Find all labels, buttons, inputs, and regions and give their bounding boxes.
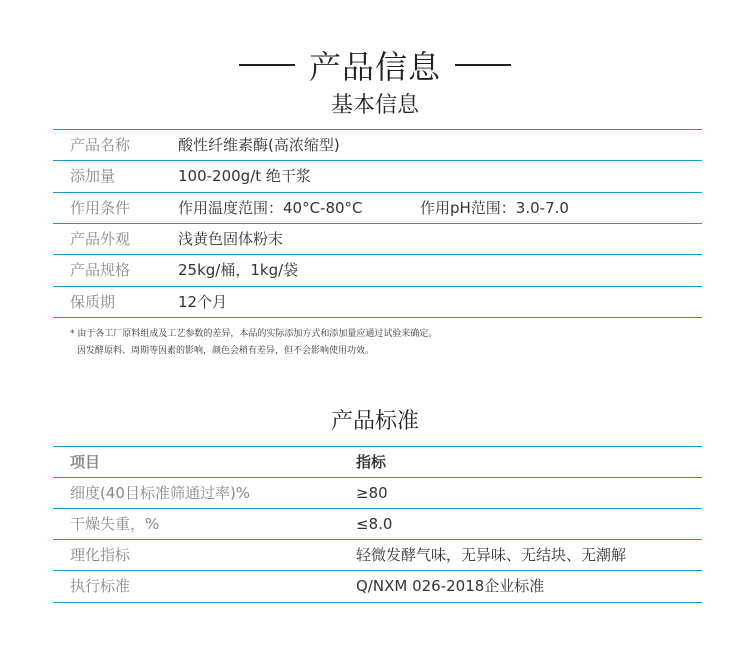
basic-row-label: 产品外观 — [70, 230, 131, 248]
footnote-line-2: 因发酵原料、周期等因素的影响，颜色会稍有差异，但不会影响使用功效。 — [77, 346, 375, 356]
standard-row-value: ≥80 — [356, 484, 388, 502]
standard-table-bottom-line — [53, 602, 702, 603]
standard-row-item: 执行标准 — [70, 577, 131, 595]
page-title-text: 产品信息 — [308, 48, 441, 86]
basic-row-value: 浅黄色固体粉末 — [178, 230, 284, 248]
basic-row-value-secondary: 作用pH范围：3.0-7.0 — [420, 199, 569, 217]
standard-table-top-line — [53, 446, 702, 447]
row-divider — [53, 192, 702, 193]
standard-header-item: 项目 — [70, 453, 101, 471]
row-divider — [53, 223, 702, 224]
basic-row-value: 100-200g/t 绝干浆 — [178, 167, 311, 185]
standard-row-value: ≤8.0 — [356, 515, 393, 533]
row-divider — [53, 570, 702, 571]
footnote-line-1: * 由于各工厂原料组成及工艺参数的差异，本品的实际添加方式和添加量应通过试验来确定。 — [70, 329, 438, 339]
row-divider — [53, 254, 702, 255]
basic-row-value: 12个月 — [178, 293, 228, 311]
standard-row-value: 轻微发酵气味，无异味、无结块、无潮解 — [356, 546, 627, 564]
standard-row-item: 细度(40目标准筛通过率)% — [70, 484, 251, 502]
title-dash-right — [455, 64, 511, 66]
basic-row-label: 产品名称 — [70, 136, 131, 154]
basic-row-value: 作用温度范围：40°C-80°C — [178, 199, 363, 217]
row-divider — [53, 508, 702, 509]
basic-row-label: 添加量 — [70, 167, 116, 185]
standard-header-value: 指标 — [356, 453, 387, 471]
standard-row-value: Q/NXM 026-2018企业标准 — [356, 577, 545, 595]
row-divider — [53, 286, 702, 287]
row-divider — [53, 539, 702, 540]
standard-title: 产品标准 — [330, 409, 419, 434]
standard-row-item: 干燥失重，% — [70, 515, 160, 533]
standard-row-item: 理化指标 — [70, 546, 131, 564]
basic-row-value: 酸性纤维素酶(高浓缩型) — [178, 136, 340, 154]
basic-table-top-line — [53, 129, 702, 130]
basic-row-label: 保质期 — [70, 293, 116, 311]
basic-table-bottom-line — [53, 317, 702, 318]
basic-row-label: 产品规格 — [70, 261, 131, 279]
row-divider — [53, 477, 702, 478]
basic-info-title: 基本信息 — [330, 93, 419, 118]
basic-row-label: 作用条件 — [70, 199, 131, 217]
basic-row-value: 25kg/桶，1kg/袋 — [178, 261, 299, 279]
row-divider — [53, 160, 702, 161]
title-dash-left — [239, 64, 295, 66]
page-title — [0, 42, 750, 88]
